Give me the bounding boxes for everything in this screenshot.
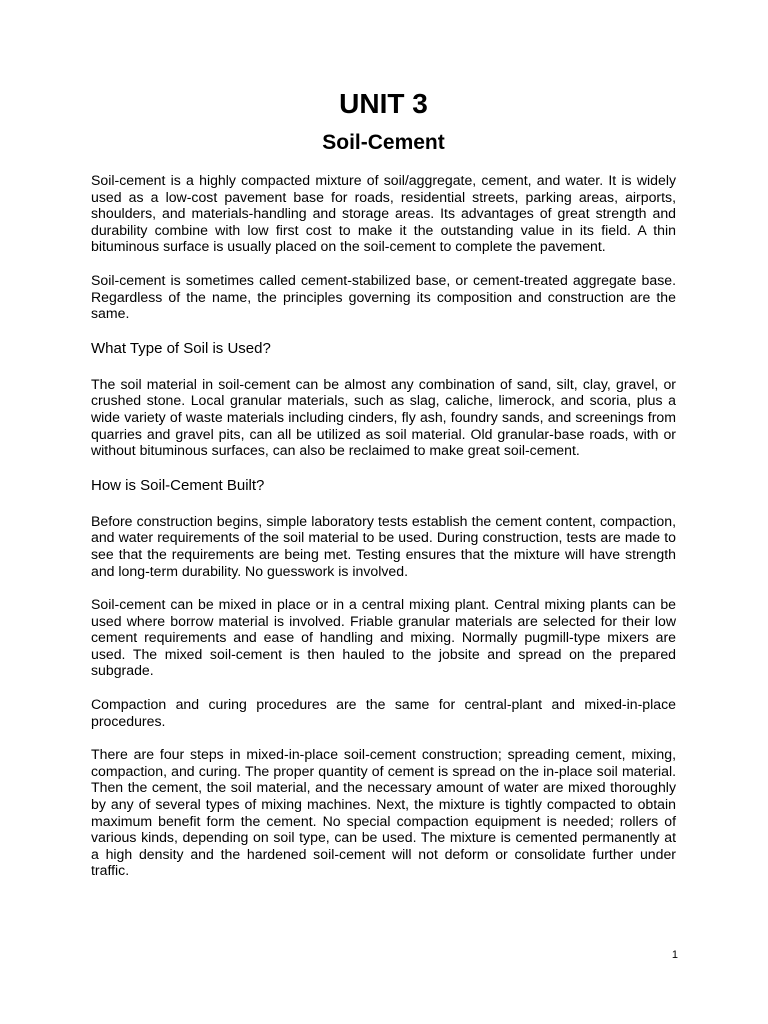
section-heading-soil-type: What Type of Soil is Used?	[91, 339, 271, 357]
document-subtitle: Soil-Cement	[322, 131, 445, 154]
construction-paragraph-mixing: Soil-cement can be mixed in place or in a central mixing plant. Central mixing plants can be used where borrow material is involved. Friable granular materials are selected for their low cement requirements and ease of handling and mixing. Normally pugmill-type mixers are used. The mixed soil-cement is then hauled to the jobsite and spread on the prepared subgrade.	[91, 596, 676, 679]
page-number: 1	[671, 949, 678, 961]
document-body	[91, 86, 676, 896]
unit-title: UNIT 3	[339, 88, 428, 119]
soil-type-paragraph: The soil material in soil-cement can be almost any combination of sand, silt, clay, gravel, or crushed stone. Local granular materials, such as slag, caliche, limerock, and scoria, plus a wide variety of waste materials including cinders, fly ash, foundry sands, and screenings from quarries and gravel pits, can all be utilized as soil material. Old granular-base roads, with or without bituminous surfaces, can also be reclaimed to make great soil-cement.	[91, 375, 676, 459]
construction-paragraph-testing: Before construction begins, simple laboratory tests establish the cement content, compaction, and water requirements of the soil material to be used. During construction, tests are made to see that the requirements are being met. Testing ensures that the mixture will have strength and long-term durability. No guesswork is involved.	[91, 512, 676, 579]
construction-paragraph-steps: There are four steps in mixed-in-place soil-cement construction; spreading cement, mixing, compaction, and curing. The proper quantity of cement is spread on the in-place soil material. Then the cement, the soil material, and the necessary amount of water are mixed thoroughly by any of several types of mixing machines. Next, the mixture is tightly compacted to obtain maximum benefit form the cement. No special compaction equipment is needed; rollers of various kinds, depending on soil type, can be used. The mixture is cemented permanently at a high density and the hardened soil-cement will not deform or consolidate further under traffic.	[91, 746, 676, 879]
names-paragraph: Soil-cement is sometimes called cement-stabilized base, or cement-treated aggregate base. Regardless of the name, the principles governing its composition and construction are the same.	[91, 271, 676, 322]
construction-paragraph-curing: Compaction and curing procedures are the same for central-plant and mixed-in-place procedures.	[91, 696, 676, 729]
section-heading-construction: How is Soil-Cement Built?	[91, 476, 265, 494]
intro-paragraph: Soil-cement is a highly compacted mixture of soil/aggregate, cement, and water. It is widely used as a low-cost pavement base for roads, residential streets, parking areas, airports, shoulders, and materials-handling and storage areas. Its advantages of great strength and durability combine with low first cost to make it the outstanding value in its field. A thin bituminous surface is usually placed on the soil-cement to complete the pavement.	[91, 172, 676, 255]
